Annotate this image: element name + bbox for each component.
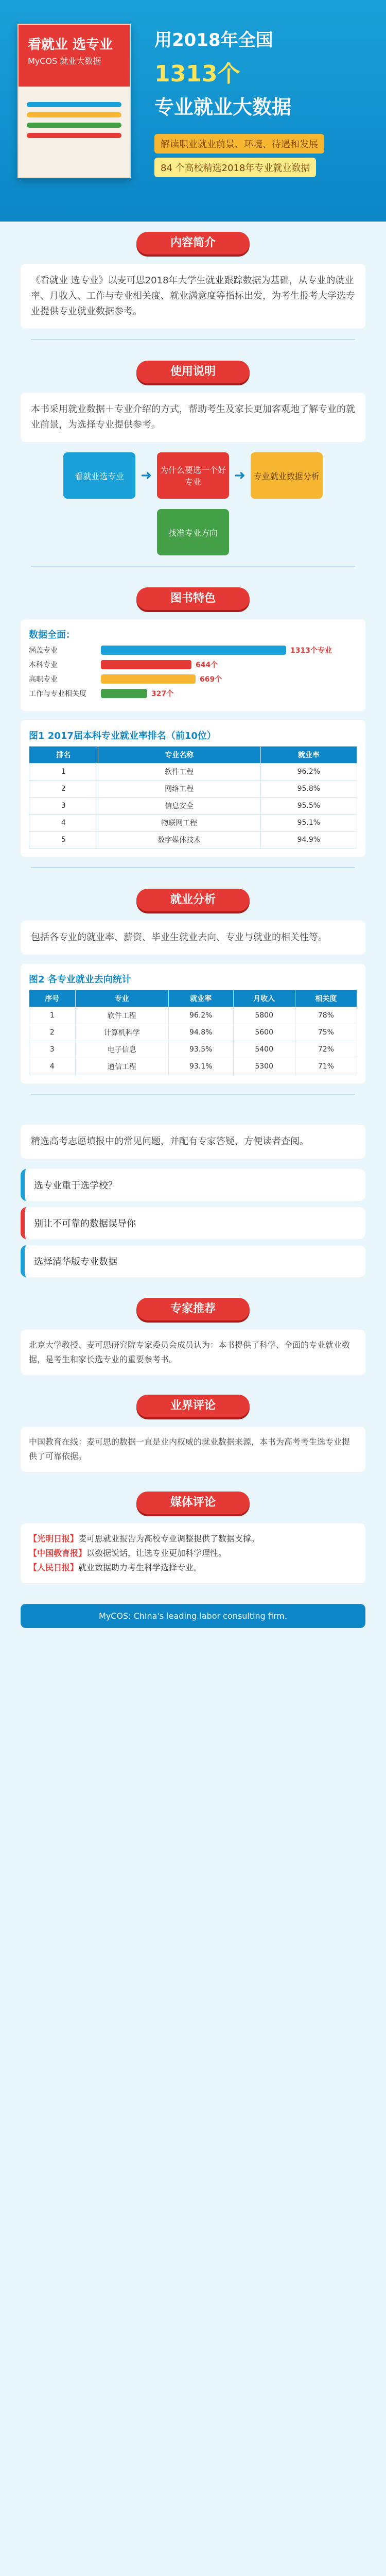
table-cell: 软件工程 [98,764,260,781]
table1 [29,746,357,849]
compare-intro: 精选高考志愿填报中的常见问题，并配有专家答疑，方便读者查阅。 [21,1125,365,1159]
table-row [29,1024,357,1041]
table-cell: 2 [29,781,98,798]
table-row [29,1058,357,1075]
media-source: 【人民日报】 [29,1563,79,1572]
bar [101,674,196,684]
bar-label: 本科专业 [29,661,58,669]
flow-step: 看就业选专业 [63,452,135,499]
section-title: 就业分析 [136,889,250,911]
table-cell: 数字媒体技术 [98,832,260,849]
industry-quote: 中国教育在线：麦可思的数据一直是业内权威的就业数据来源，本书为高考考生选专业提供了可靠依据。 [21,1427,365,1472]
book-cover [17,24,131,178]
table-cell: 物联网工程 [98,815,260,832]
table-header: 就业率 [168,990,233,1007]
table-cell: 1 [29,1007,76,1024]
usage-section [0,350,386,555]
table-cell: 信息安全 [98,798,260,815]
usage-text: 本书采用就业数据＋专业介绍的方式，帮助考生及家长更加客观地了解专业的就业前景，为选择专业提供参考。 [21,393,365,442]
bar-label: 高职专业 [29,675,58,684]
table-cell: 电子信息 [75,1041,168,1058]
arrow-right-icon: ➜ [234,468,245,483]
book-stripe [27,112,121,117]
table-cell: 2 [29,1024,76,1041]
compare-box: 别让不可靠的数据误导你 [21,1207,365,1239]
table-row [29,764,357,781]
media-source: 【中国教育报】 [29,1548,87,1558]
hero-title-line1: 用2018年全国 [154,30,273,50]
table-cell: 94.8% [168,1024,233,1041]
table-row [29,798,357,815]
book-stripe [27,123,121,128]
media-item [29,1561,357,1575]
table-cell: 软件工程 [75,1007,168,1024]
experts-section [0,1287,386,1375]
table-cell: 95.5% [260,798,357,815]
usage-flow-2 [0,509,386,555]
usage-flow [0,452,386,499]
table-row [29,832,357,849]
flow-step: 找准专业方向 [157,509,229,555]
bar [101,646,286,655]
table-cell: 4 [29,815,98,832]
table-cell: 93.1% [168,1058,233,1075]
divider [31,867,355,868]
table1-title: 图1 2017届本科专业就业率排名（前10位） [29,731,216,741]
feature-bar-row [29,688,357,699]
book-stripe [27,133,121,138]
hero-tags [154,134,324,181]
table-cell: 75% [295,1024,357,1041]
section-title: 使用说明 [136,361,250,383]
table2 [29,990,357,1075]
bar-value: 1313个专业 [290,647,332,655]
table-cell: 3 [29,798,98,815]
bar-value: 644个 [196,661,218,669]
media-item [29,1546,357,1561]
bar-value: 669个 [200,675,222,684]
feature-bar-row [29,645,357,655]
table-cell: 94.9% [260,832,357,849]
media-text: 就业数据助力考生科学选择专业。 [78,1563,202,1572]
media-section [0,1481,386,1583]
compare-boxes [21,1169,365,1277]
bar [101,689,147,698]
analysis-section [0,878,386,1083]
feature-figure [21,619,365,711]
table-cell: 95.1% [260,815,357,832]
flow-step: 为什么要选一个好专业 [157,452,229,499]
section-title: 业界评论 [136,1395,250,1417]
table2-figure [21,964,365,1083]
section-title: 专家推荐 [136,1298,250,1320]
table-header: 专业 [75,990,168,1007]
compare-box: 选专业重于选学校？ [21,1169,365,1201]
table1-figure [21,720,365,857]
table-header: 排名 [29,747,98,764]
table-row [29,1041,357,1058]
table-cell: 96.2% [168,1007,233,1024]
bar-label: 工作与专业相关度 [29,690,86,698]
divider [31,1094,355,1095]
industry-section [0,1384,386,1472]
section-title: 内容简介 [136,232,250,255]
bar [101,660,191,669]
table-cell: 96.2% [260,764,357,781]
expert-quote: 北京大学教授、麦可思研究院专家委员会成员认为：本书提供了科学、全面的专业就业数据，是考生和家长选专业的重要参考书。 [21,1330,365,1375]
table-cell: 1 [29,764,98,781]
table-cell: 3 [29,1041,76,1058]
feature-bar-row [29,659,357,670]
compare-section [0,1105,386,1277]
table-row [29,781,357,798]
media-reviews [21,1523,365,1583]
media-text: 以数据说话，让选专业更加科学理性。 [86,1548,227,1558]
table-cell: 通信工程 [75,1058,168,1075]
bar-label: 涵盖专业 [29,647,58,655]
table-cell: 71% [295,1058,357,1075]
hero-title [154,26,291,120]
table-cell: 5600 [233,1024,295,1041]
table-row [29,1007,357,1024]
footer: MyCOS: China's leading labor consulting firm. [21,1604,365,1628]
hero-tag: 解读职业就业前景、环境、待遇和发展 [154,134,324,154]
intro-text: 《看就业 选专业》以麦可思2018年大学生就业跟踪数据为基础，从专业的就业率、月收入、工作与专业相关度、就业满意度等指标出发，为考生报考大学选专业提供专业就业数据参考。 [21,264,365,329]
table-header: 序号 [29,990,76,1007]
intro-section [0,222,386,329]
hero-title-line2: 专业就业大数据 [154,96,292,118]
table-cell: 计算机科学 [75,1024,168,1041]
table-cell: 78% [295,1007,357,1024]
compare-box: 选择清华版专业数据 [21,1245,365,1277]
table2-title: 图2 各专业就业去向统计 [29,974,131,985]
table-cell: 95.8% [260,781,357,798]
flow-step: 专业就业数据分析 [251,452,323,499]
hero-tag: 84 个高校精选2018年专业就业数据 [154,158,316,177]
divider [31,566,355,567]
feature-bar-row [29,674,357,684]
table-header: 月收入 [233,990,295,1007]
media-item [29,1532,357,1546]
table-row [29,815,357,832]
hero-title-highlight: 1313个 [154,61,240,87]
table-cell: 5800 [233,1007,295,1024]
section-title: 媒体评论 [136,1492,250,1514]
section-title: 图书特色 [136,587,250,610]
table-cell: 5400 [233,1041,295,1058]
feature-heading: 数据全面： [29,630,75,640]
analysis-text: 包括各专业的就业率、薪资、毕业生就业去向、专业与就业的相关性等。 [21,921,365,955]
table-cell: 5 [29,832,98,849]
media-text: 麦可思就业报告为高校专业调整提供了数据支撑。 [78,1534,260,1544]
table-cell: 72% [295,1041,357,1058]
table-header: 相关度 [295,990,357,1007]
table-cell: 网络工程 [98,781,260,798]
book-cover-top [19,25,130,87]
table-cell: 93.5% [168,1041,233,1058]
book-title: 看就业 选专业 [28,37,113,53]
arrow-right-icon: ➜ [141,468,152,483]
hero-banner [0,0,386,222]
features-section [0,577,386,857]
media-source: 【光明日报】 [29,1534,79,1544]
table-header: 就业率 [260,747,357,764]
divider [31,339,355,340]
bar-value: 327个 [151,690,174,698]
table-cell: 4 [29,1058,76,1075]
book-subtitle: MyCOS 就业大数据 [28,56,101,66]
book-stripe [27,102,121,107]
table-cell: 5300 [233,1058,295,1075]
table-header: 专业名称 [98,747,260,764]
